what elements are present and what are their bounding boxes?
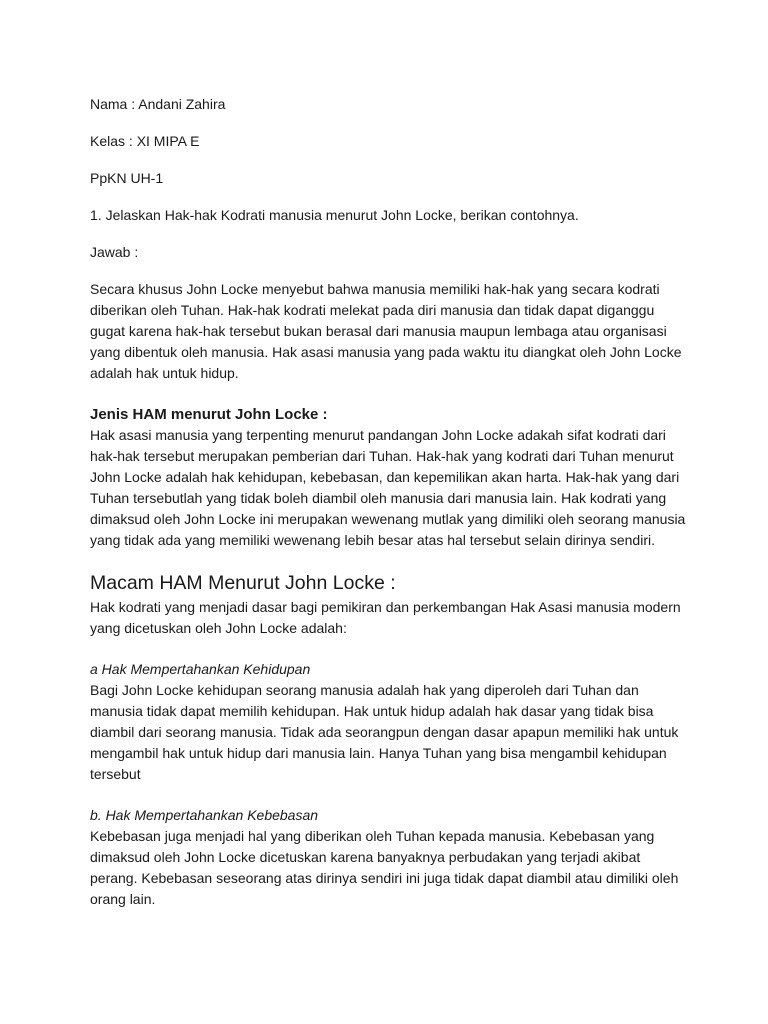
section-b-paragraph: Kebebasan juga menjadi hal yang diberikan oleh Tuhan kepada manusia. Kebebasan yang dimaksud oleh John Locke dicetuskan karena banyaknya perbudakan yang terjadi akibat perang. Kebebasan seseorang atas dirinya sendiri ini juga tidak dapat diambil atau dimiliki oleh orang lain. <box>90 828 679 907</box>
jenis-heading: Jenis HAM menurut John Locke : <box>90 406 328 423</box>
answer-label: Jawab : <box>90 244 139 260</box>
section-b-heading: b. Hak Mempertahankan Kebebasan <box>90 807 319 823</box>
student-name: Nama : Andani Zahira <box>90 96 226 112</box>
intro-paragraph: Secara khusus John Locke menyebut bahwa manusia memiliki hak-hak yang secara kodrati diberikan oleh Tuhan. Hak-hak kodrati melekat pada diri manusia dan tidak dapat diganggu gugat karena hak-hak tersebut bukan berasal dari manusia maupun lembaga atau organisasi yang dibentuk oleh manusia. Hak asasi manusia yang pada waktu itu diangkat oleh John Locke adalah hak untuk hidup. <box>90 281 682 381</box>
question-text: 1. Jelaskan Hak-hak Kodrati manusia menurut John Locke, berikan contohnya. <box>90 207 579 223</box>
document-body <box>90 94 690 910</box>
macam-heading: Macam HAM Menurut John Locke : <box>90 572 396 594</box>
macam-paragraph: Hak kodrati yang menjadi dasar bagi pemikiran dan perkembangan Hak Asasi manusia modern yang dicetuskan oleh John Locke adalah: <box>90 599 681 636</box>
section-a-heading: a Hak Mempertahankan Kehidupan <box>90 661 311 677</box>
section-a-paragraph: Bagi John Locke kehidupan seorang manusia adalah hak yang diperoleh dari Tuhan dan manusia tidak dapat memilih kehidupan. Hak untuk hidup adalah hak dasar yang tidak bisa diambil dari seorang manusia. Tidak ada seorangpun dengan dasar apapun memiliki hak untuk mengambil hak untuk hidup dari manusia lain. Hanya Tuhan yang bisa mengambil kehidupan tersebut <box>90 682 679 782</box>
jenis-paragraph: Hak asasi manusia yang terpenting menurut pandangan John Locke adakah sifat kodrati dari hak-hak tersebut merupakan pemberian dari Tuhan. Hak-hak yang kodrati dari Tuhan menurut John Locke adalah hak kehidupan, kebebasan, dan kepemilikan akan harta. Hak-hak yang dari Tuhan tersebutlah yang tidak boleh diambil oleh manusia dari manusia lain. Hak kodrati yang dimaksud oleh John Locke ini merupakan wewenang mutlak yang dimiliki oleh seorang manusia yang tidak ada yang memiliki wewenang lebih besar atas hal tersebut selain dirinya sendiri. <box>90 427 686 548</box>
student-class: Kelas : XI MIPA E <box>90 133 200 149</box>
subject-title: PpKN UH-1 <box>90 170 164 186</box>
